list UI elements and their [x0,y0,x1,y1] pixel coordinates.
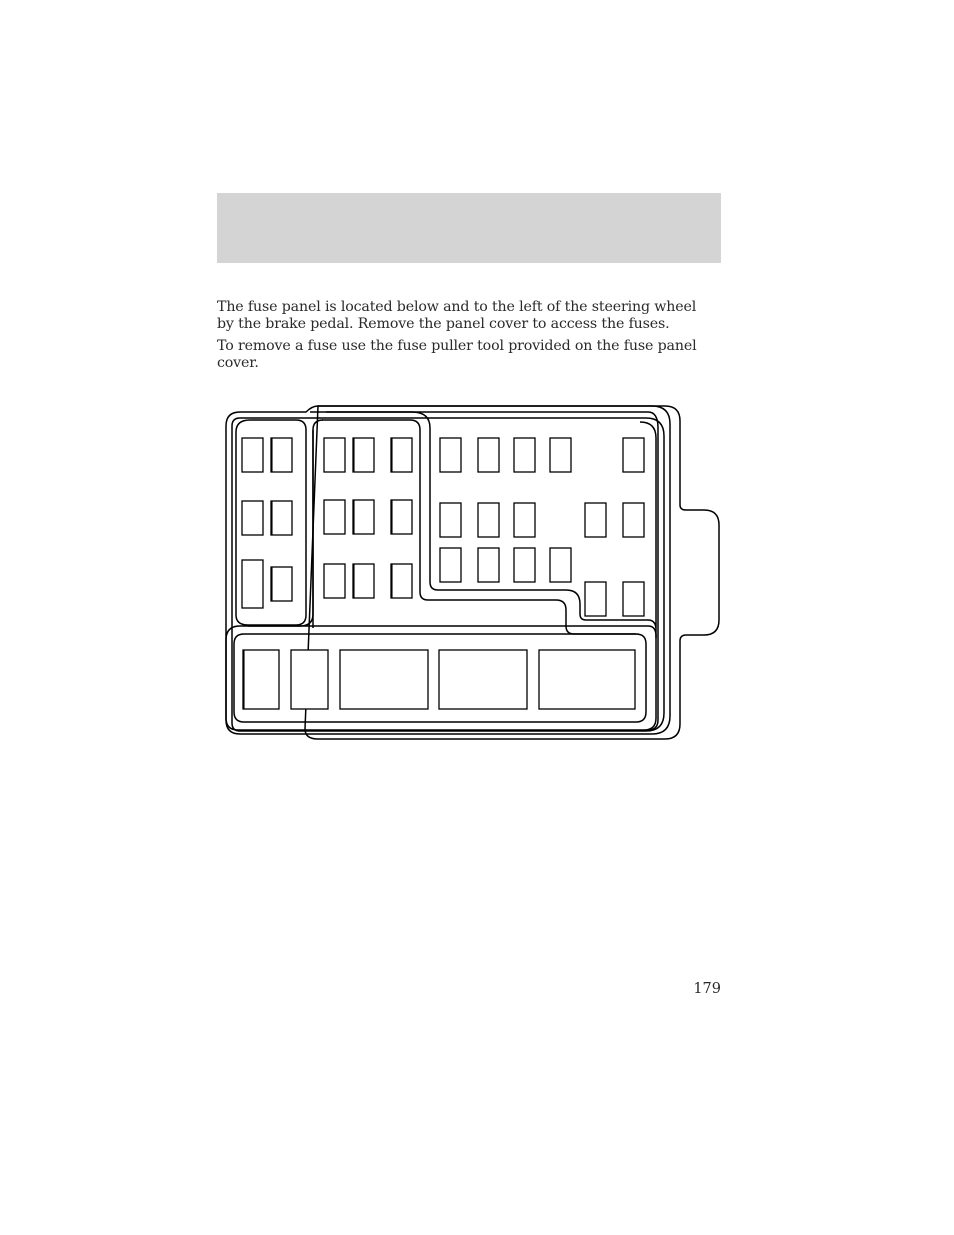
fuse [242,438,263,472]
fuse-removal-paragraph: To remove a fuse use the fuse puller tool provided on the fuse panel cover. [217,338,697,371]
fuse [585,503,606,537]
fuse-panel-location-paragraph: The fuse panel is located below and to the left of the steering wheel by the brake pedal. Remove the panel cover to access the fuses. [217,299,697,332]
fuse [391,564,412,598]
fuse [440,548,461,582]
fuse [478,503,499,537]
fuse [242,501,263,535]
fuse [271,438,292,472]
relay [439,650,527,709]
fuse [353,500,374,534]
fuse [242,560,263,608]
fuse [550,548,571,582]
fuse [440,438,461,472]
page-number: 179 [693,981,721,997]
fuse [353,438,374,472]
fuse [353,564,374,598]
fuse [440,503,461,537]
section-header-band [217,193,721,263]
fuse-panel-diagram [220,400,725,745]
fuse [391,500,412,534]
fuse [550,438,571,472]
fuse [514,548,535,582]
fuse [623,503,644,537]
fuse [324,500,345,534]
fuse [324,438,345,472]
fuse [514,438,535,472]
fuse [478,438,499,472]
relay [291,650,328,709]
fuse [324,564,345,598]
fuse [585,582,606,616]
fuse [391,438,412,472]
fuse [271,567,292,601]
fuse [271,501,292,535]
fuse [514,503,535,537]
fuse [623,582,644,616]
fuse [478,548,499,582]
relay [243,650,279,709]
fuse [623,438,644,472]
relay [539,650,635,709]
relay [340,650,428,709]
